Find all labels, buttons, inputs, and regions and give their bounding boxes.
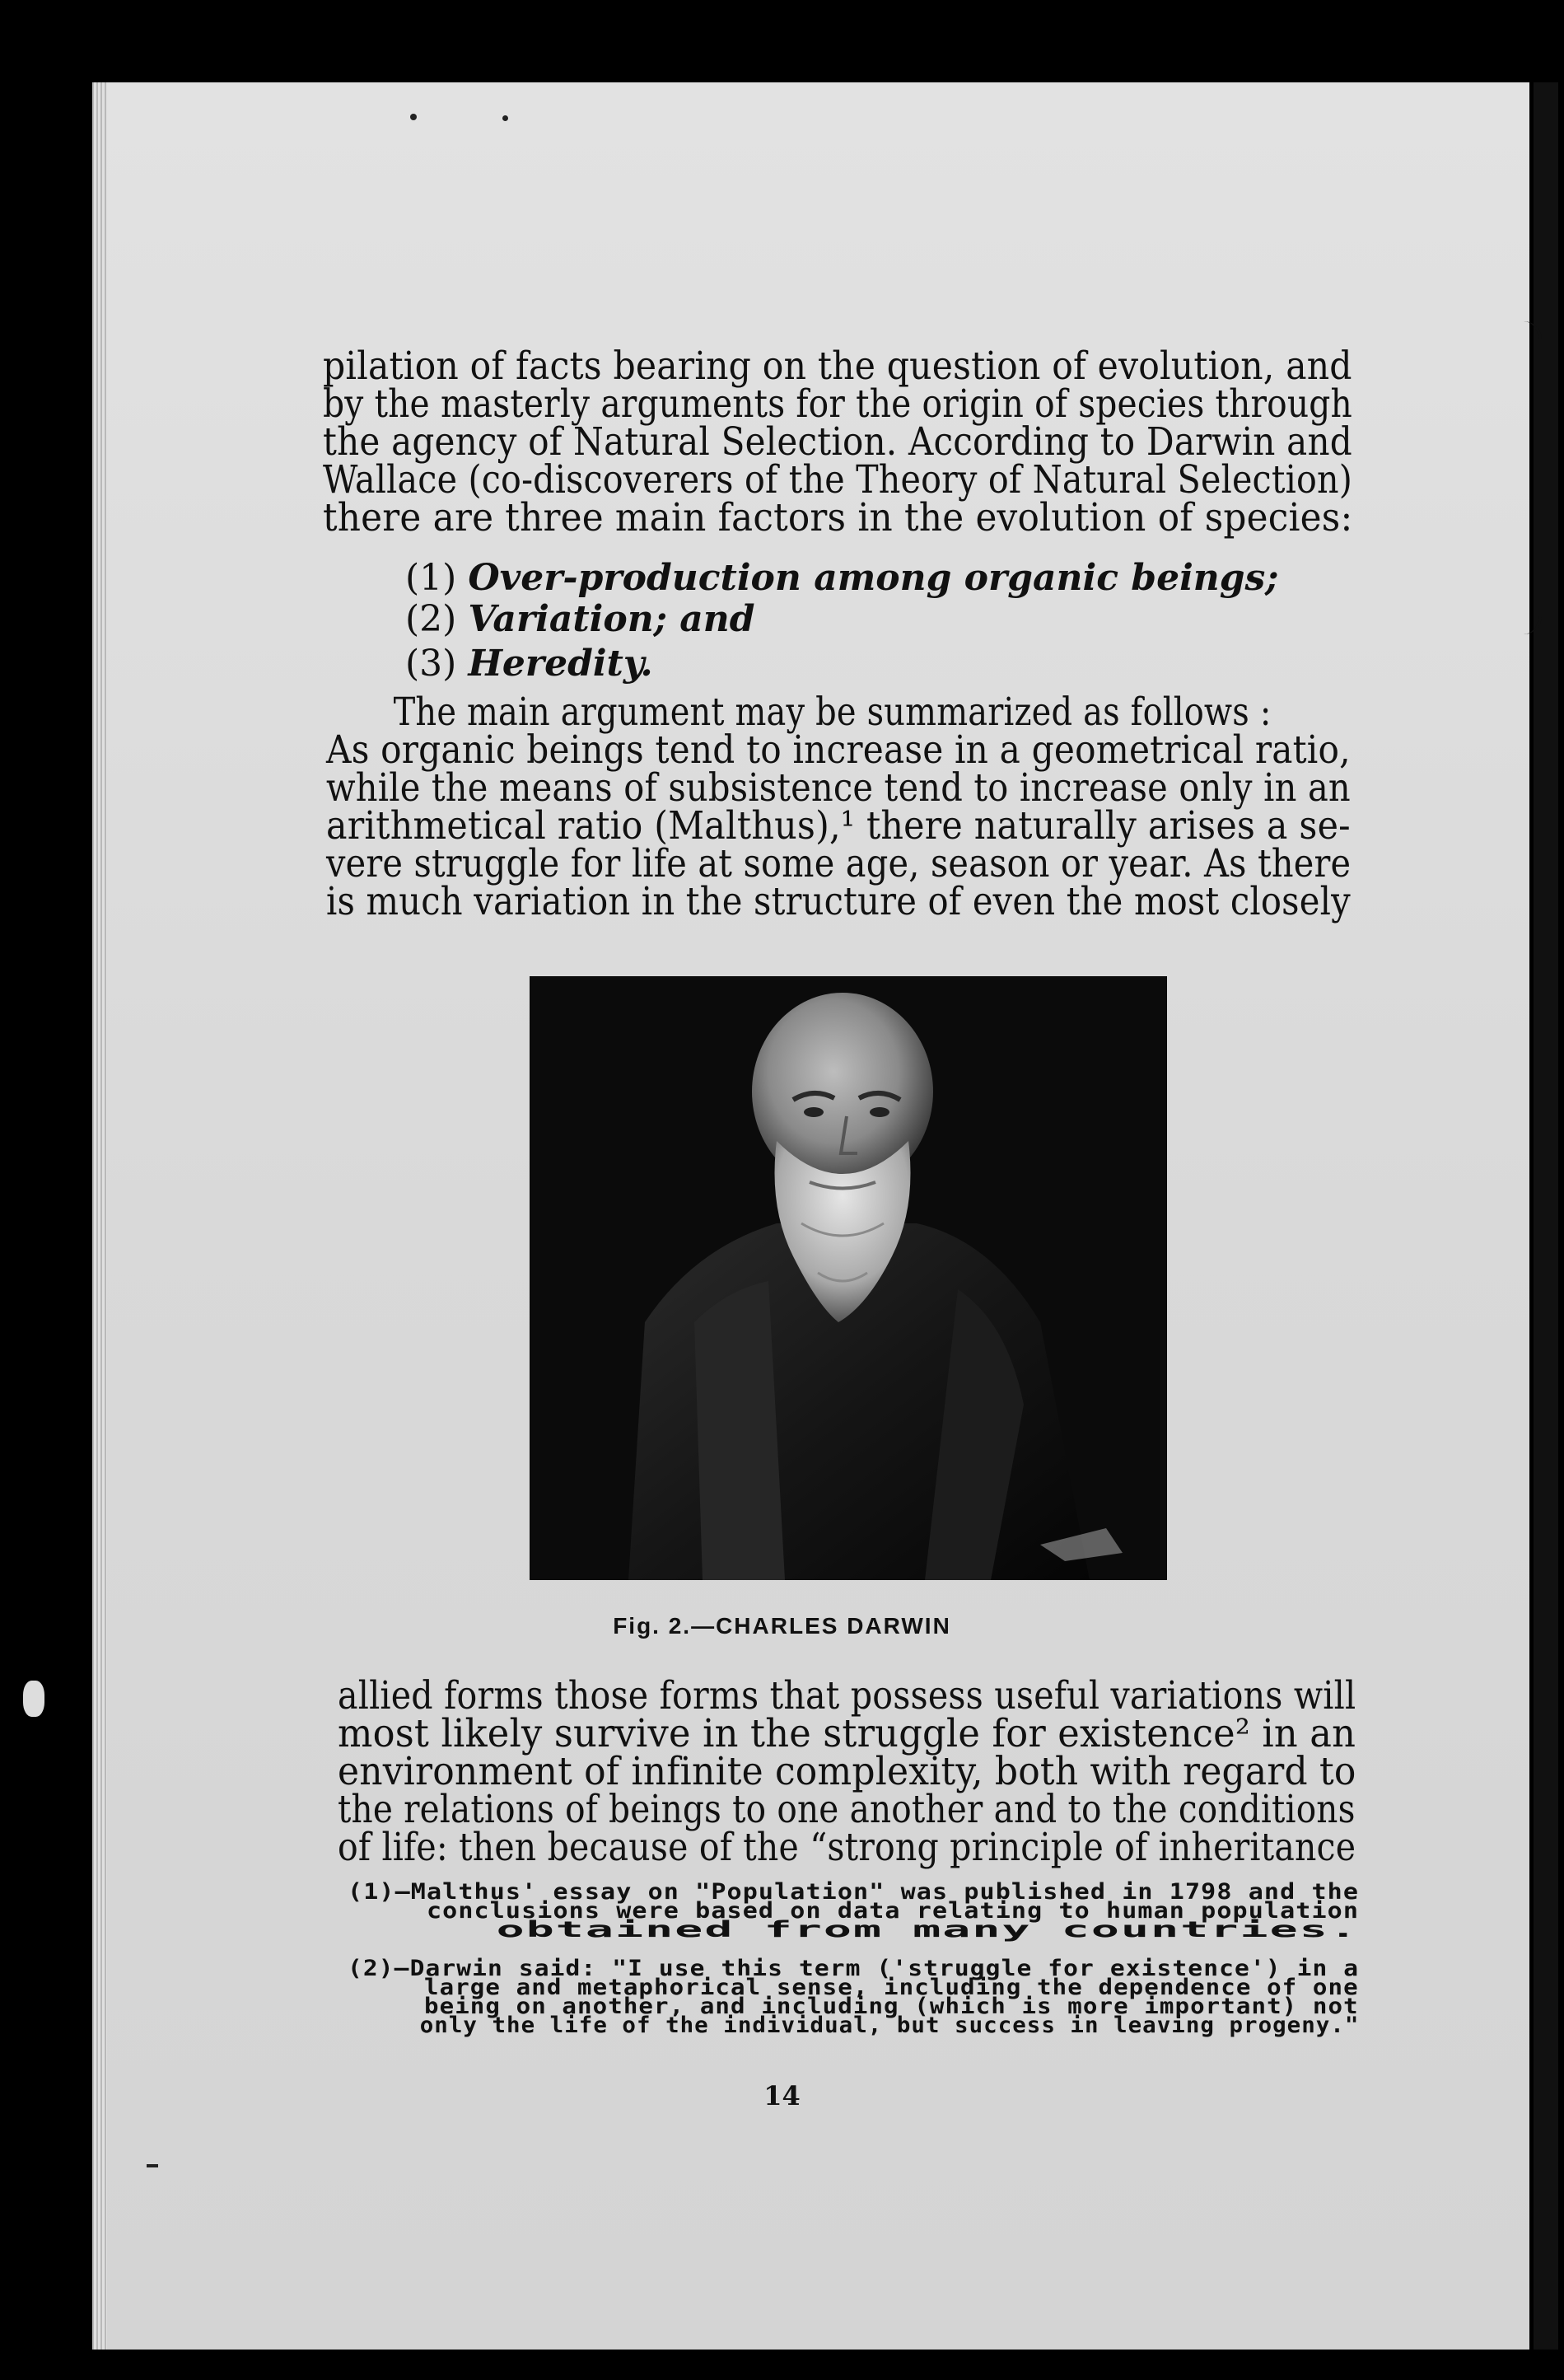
text-line: allied forms those forms that possess useful variations will <box>338 1673 1356 1718</box>
page-number: 14 <box>763 2080 801 2111</box>
text-line: vere struggle for life at some age, season or year. As there <box>326 841 1352 886</box>
text-line: the agency of Natural Selection. According to Darwin and <box>323 419 1352 465</box>
text-line: the relations of beings to one another and to the conditions <box>338 1787 1356 1832</box>
text-line: pilation of facts bearing on the question of evolution, and <box>323 344 1352 389</box>
darwin-portrait-photo <box>530 976 1167 1580</box>
text-line: environment of infinite complexity, both with regard to <box>338 1749 1356 1794</box>
footnote-line: (1)—Malthus' essay on "Population" was published in 1798 and the <box>348 1879 1360 1905</box>
paragraph-top <box>323 344 1510 540</box>
right-margin-bracket <box>1524 321 1542 634</box>
footnote-line: obtained from many countries. <box>348 1917 1359 1943</box>
factor-text: Variation; and <box>468 598 755 640</box>
factor-number: (1) <box>405 557 457 599</box>
text-line: is much variation in the structure of even the most closely <box>326 879 1351 924</box>
text-line: The main argument may be summarized as follows : <box>393 690 1272 735</box>
factor-item-2 <box>405 598 755 640</box>
dust-speck <box>502 115 508 121</box>
factor-item-3 <box>405 643 653 685</box>
footnote-line: being on another, and including (which is more important) not <box>348 1994 1359 2019</box>
footnote-1 <box>348 1879 1360 1943</box>
dust-speck <box>23 1681 44 1717</box>
footnote-2 <box>348 1956 1360 2038</box>
dust-speck <box>410 114 417 120</box>
text-line: As organic beings tend to increase in a geometrical ratio, <box>326 727 1351 773</box>
text-line: there are three main factors in the evolution of species: <box>323 495 1353 540</box>
portrait-illustration <box>530 976 1167 1580</box>
text-line: by the masterly arguments for the origin of species through <box>323 381 1352 427</box>
factor-text: Over-production among organic beings; <box>468 557 1279 599</box>
page-binding-edge <box>92 82 107 2350</box>
dust-speck <box>147 2164 158 2167</box>
text-line: arithmetical ratio (Malthus),¹ there naturally arises a se- <box>326 803 1351 849</box>
figure-caption: Fig. 2.—CHARLES DARWIN <box>613 1613 951 1639</box>
footnote-line: only the life of the individual, but success in leaving progeny." <box>348 2013 1360 2038</box>
paragraph-bottom <box>338 1673 1515 1870</box>
text-line: most likely survive in the struggle for existence² in an <box>338 1711 1356 1756</box>
footnote-line: large and metaphorical sense, including the dependence of one <box>348 1975 1359 2000</box>
text-line: of life: then because of the “strong principle of inheritance <box>338 1825 1356 1870</box>
factor-number: (2) <box>405 598 457 640</box>
footnote-line: (2)—Darwin said: "I use this term ('struggle for existence') in a <box>348 1956 1360 1981</box>
text-line: while the means of subsistence tend to increase only in an <box>326 765 1351 811</box>
text-line: Wallace (co-discoverers of the Theory of Natural Selection) <box>323 457 1353 503</box>
factor-item-1 <box>405 557 1279 599</box>
factor-text: Heredity. <box>468 643 653 685</box>
factor-number: (3) <box>405 643 457 685</box>
footnote-line: conclusions were based on data relating to human population <box>348 1898 1360 1924</box>
paragraph-main <box>326 690 1487 924</box>
